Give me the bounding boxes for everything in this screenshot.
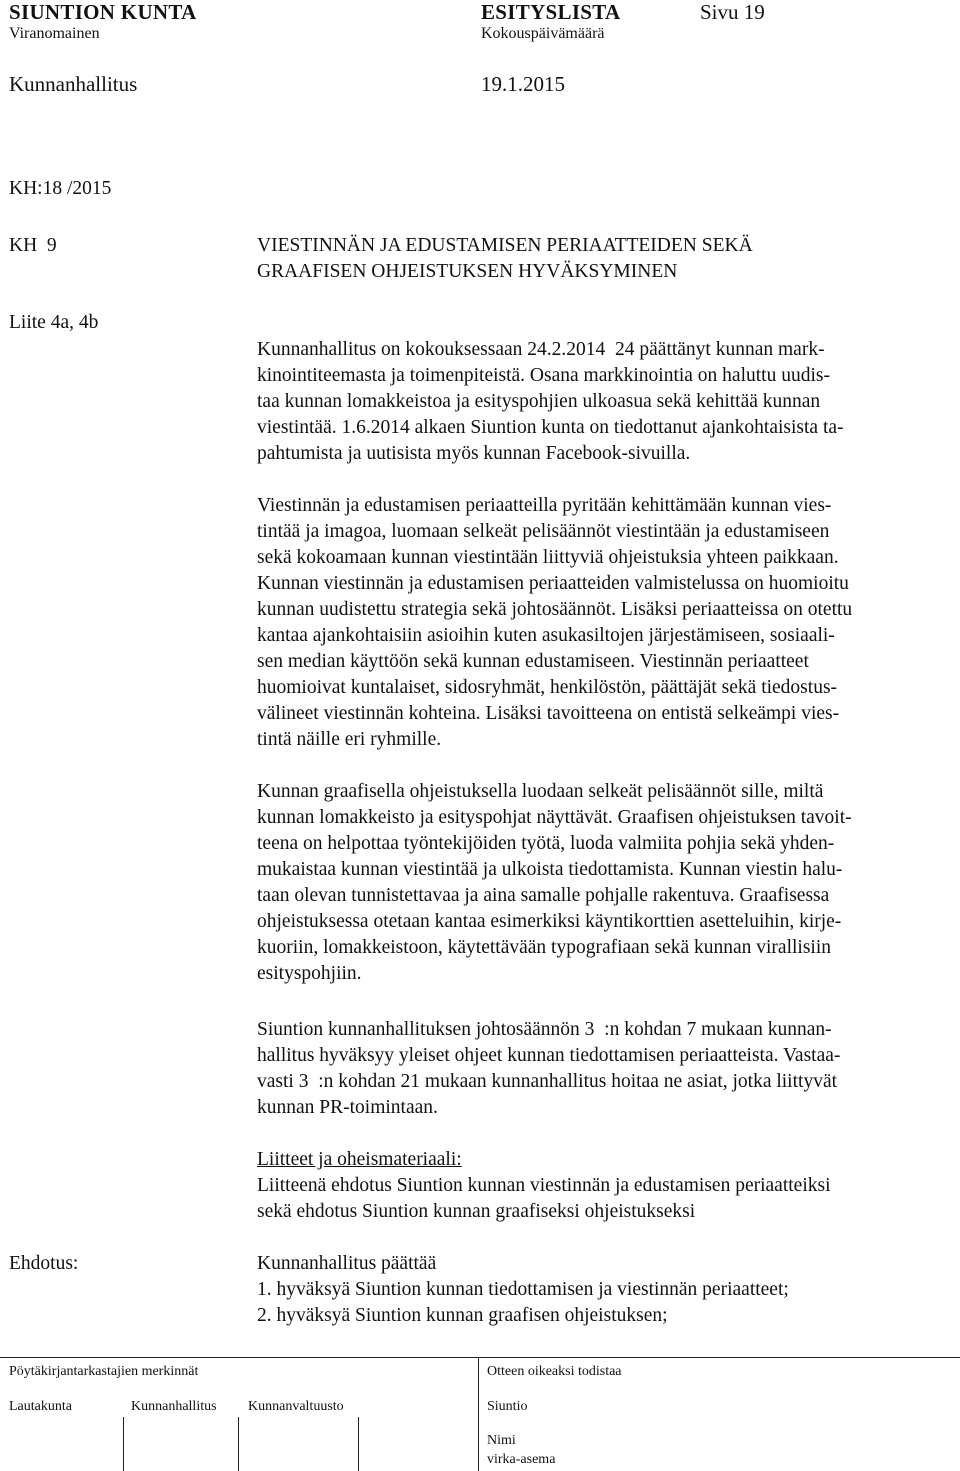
document-type: ESITYSLISTA [481,0,621,24]
text-line: taa kunnan lomakkeistoa ja esityspohjien ulkoasua sekä kehittää kunnan [257,391,821,412]
attachments-heading: Liitteet ja oheismateriaali: [257,1149,462,1170]
text-line: kinointiteemasta ja toimenpiteistä. Osana markkinointia on haluttu uudis- [257,365,830,386]
text-line: esityspohjiin. [257,963,362,984]
text-line: sen median käyttöön sekä kunnan edustamiseen. Viestinnän periaatteet [257,651,809,672]
footer-title-label: virka-asema [487,1452,556,1467]
proposal-label: Ehdotus: [9,1253,79,1274]
text-line: vasti 3 :n kohdan 21 mukaan kunnanhallitus hoitaa ne asiat, jotka liittyvät [257,1071,838,1092]
proposal-line: Kunnanhallitus päättää [257,1253,437,1274]
paragraph-background [257,337,957,467]
text-line: sekä ehdotus Siuntion kunnan graafiseksi ohjeistukseksi [257,1201,696,1222]
text-line: kunnan uudistettu strategia sekä johtosäännöt. Lisäksi periaatteissa on otettu [257,599,853,620]
attachment-reference: Liite 4a, 4b [9,312,99,333]
paragraph-bylaws [257,1017,957,1121]
text-line: viestintää. 1.6.2014 alkaen Siuntion kunta on tiedottanut ajankohtaisista ta- [257,417,844,438]
text-line: pahtumista ja uutisista myös kunnan Facebook-sivuilla. [257,443,691,464]
text-line: Kunnanhallitus on kokouksessaan 24.2.2014 24 päättänyt kunnan mark- [257,339,825,360]
decision-body: Kunnanhallitus [9,72,138,96]
text-line: kunnan lomakkeisto ja esityspohjat näyttävät. Graafisen ohjeistuksen tavoit- [257,807,852,828]
text-line: Liitteenä ehdotus Siuntion kunnan viestinnän ja edustamisen periaatteiksi [257,1175,831,1196]
footer-place: Siuntio [487,1399,528,1414]
text-line: tintää ja imagoa, luomaan selkeät pelisäännöt viestintään ja edustamiseen [257,521,830,542]
proposal-section [257,1251,957,1329]
text-line: Viestinnän ja edustamisen periaatteilla pyritään kehittämään kunnan vies- [257,495,832,516]
case-reference: KH:18 /2015 [9,178,112,199]
item-number: KH 9 [9,235,57,256]
text-line: kuoriin, lomakkeistoon, käytettävään typografiaan sekä kunnan virallisiin [257,937,832,958]
text-line: Kunnan graafisella ohjeistuksella luodaan selkeät pelisäännöt sille, miltä [257,781,824,802]
footer-certified-label: Otteen oikeaksi todistaa [487,1364,622,1379]
case-title-line-1: VIESTINNÄN JA EDUSTAMISEN PERIAATTEIDEN SEKÄ [257,235,753,256]
footer-col-divider [238,1417,239,1471]
footer-name-label: Nimi [487,1433,516,1448]
footer-notes-label: Pöytäkirjantarkastajien merkinnät [9,1364,199,1379]
text-line: teena on helpottaa työntekijöiden työtä, luoda valmiita pohjia sekä yhden- [257,833,835,854]
proposal-line: 1. hyväksyä Siuntion kunnan tiedottamisen ja viestinnän periaatteet; [257,1279,789,1300]
case-title-line-2: GRAAFISEN OHJEISTUKSEN HYVÄKSYMINEN [257,261,678,282]
text-line: huomioivat kuntalaiset, sidosryhmät, henkilöstön, päättäjät sekä tiedostus- [257,677,838,698]
footer-body-board: Lautakunta [9,1399,72,1414]
footer-divider [478,1357,479,1471]
page-number: Sivu 19 [700,0,765,24]
footer-col-divider [123,1417,124,1471]
text-line: Siuntion kunnanhallituksen johtosäännön 3 :n kohdan 7 mukaan kunnan- [257,1019,832,1040]
meeting-date: 19.1.2015 [481,72,565,96]
attachments-section [257,1147,957,1225]
footer-top-rule [0,1357,960,1358]
text-line: ohjeistuksessa otetaan kantaa esimerkiksi käyntikorttien asetteluihin, kirje- [257,911,842,932]
text-line: Kunnan viestinnän ja edustamisen periaatteiden valmistelussa on huomioitu [257,573,849,594]
meeting-date-label: Kokouspäivämäärä [481,25,605,42]
officer-label: Viranomainen [9,25,100,42]
paragraph-principles [257,493,957,753]
footer-body-executive: Kunnanhallitus [131,1399,217,1414]
text-line: välineet viestinnän kohteina. Lisäksi tavoitteena on entistä selkeämpi vies- [257,703,840,724]
text-line: hallitus hyväksyy yleiset ohjeet kunnan tiedottamisen periaatteista. Vastaa- [257,1045,841,1066]
text-line: taan olevan tunnistettavaa ja aina samalle pohjalle rakentuva. Graafisessa [257,885,830,906]
text-line: sekä kokoamaan kunnan viestintään liittyviä ohjeistuksia yhteen paikkaan. [257,547,839,568]
text-line: kantaa ajankohtaisiin asioihin kuten asukasiltojen järjestämiseen, sosiaali- [257,625,835,646]
footer-body-council: Kunnanvaltuusto [248,1399,344,1414]
footer-col-divider [358,1417,359,1471]
proposal-line: 2. hyväksyä Siuntion kunnan graafisen ohjeistuksen; [257,1305,668,1326]
municipality-name: SIUNTION KUNTA [9,0,197,24]
text-line: kunnan PR-toimintaan. [257,1097,438,1118]
text-line: mukaistaa kunnan viestintää ja ulkoista tiedottamista. Kunnan viestin halu- [257,859,843,880]
paragraph-graphic-guidelines [257,779,957,987]
text-line: tintä näille eri ryhmille. [257,729,442,750]
